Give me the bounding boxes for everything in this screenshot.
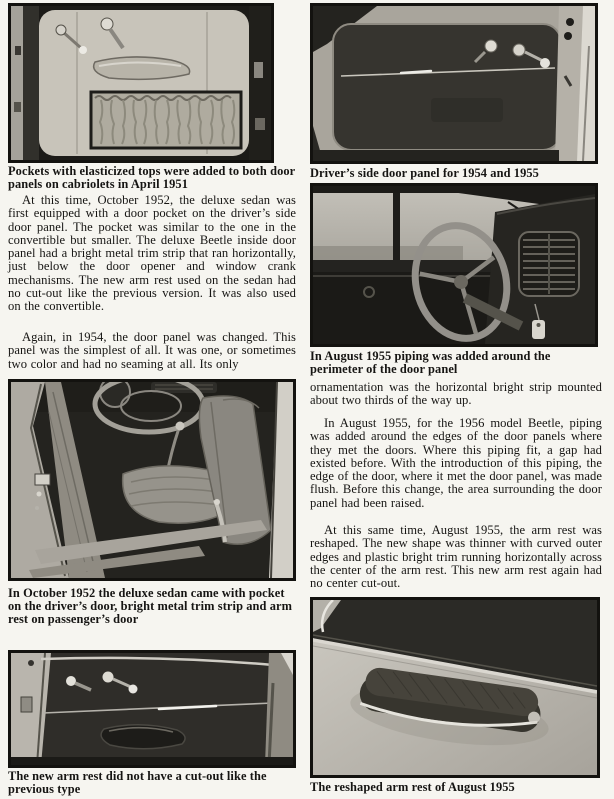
photo-1954-door-panel xyxy=(310,3,598,164)
cabriolet-pocket-panel-image xyxy=(11,6,271,160)
photo-1952-interior xyxy=(8,379,296,581)
paragraph-armrest-reshaped: At this same time, August 1955, the arm rest was reshaped. The new shape was thinner with curved outer edges and plastic bright trim running horizontally across the center of the arm rest. This new arm rest again had no center cut-out. xyxy=(310,523,602,591)
photo-1955-piping-interior xyxy=(310,183,598,347)
interior-seat-image xyxy=(11,382,293,578)
right-column xyxy=(310,0,602,799)
caption-1955-piping: In August 1955 piping was added around the perimeter of the door panel xyxy=(310,349,551,376)
caption-reshaped-armrest: The reshaped arm rest of August 1955 xyxy=(310,780,515,794)
photo-cabriolet-pocket-panel xyxy=(8,3,274,163)
reshaped-armrest-image xyxy=(313,600,597,775)
caption-1954-door-panel: Driver’s side door panel for 1954 and 1955 xyxy=(310,166,539,180)
armrest-door-panel-image xyxy=(11,653,293,765)
caption-1952-deluxe-sedan: In October 1952 the deluxe sedan came with pocket on the driver’s door, bright metal trim strip and arm rest on passenger’s door xyxy=(8,586,293,626)
piping-interior-image xyxy=(313,186,595,344)
paragraph-ornamentation: ornamentation was the horizontal bright strip mounted about two thirds of the way up. xyxy=(310,380,602,408)
paragraph-october-1952: At this time, October 1952, the deluxe sedan was first equipped with a door pocket on the driver’s side door panel. The pocket was similar to the one in the convertible but smaller. The deluxe Beetle inside door panel had a bright metal trim strip that ran horizontally, just below the door opener and window crank mechanisms. The new arm rest used on the sedan had no cut-out like the previous version. It was also used on the convertible. xyxy=(8,193,296,314)
paragraph-august-1955-piping: In August 1955, for the 1956 model Beetle, piping was added around the edges of the door panels where they met the doors. Where this piping fit, a gap had existed before. With the introduction of this piping, the edge of the door, where it met the door panel, was made flush. Before this change, the area surrounding the door panel had been raised. xyxy=(310,416,602,510)
left-column xyxy=(8,0,296,799)
caption-new-armrest: The new arm rest did not have a cut-out like the previous type xyxy=(8,769,267,796)
photo-reshaped-armrest xyxy=(310,597,600,778)
photo-new-armrest-panel xyxy=(8,650,296,768)
caption-cabriolet-pockets: Pockets with elasticized tops were added to both door panels on cabriolets in April 1951 xyxy=(8,164,296,191)
paragraph-1954-panel: Again, in 1954, the door panel was changed. This panel was the simplest of all. It was one, or sometimes two color and had no seaming at all. Its only xyxy=(8,330,296,371)
door-panel-1954-image xyxy=(313,6,595,161)
